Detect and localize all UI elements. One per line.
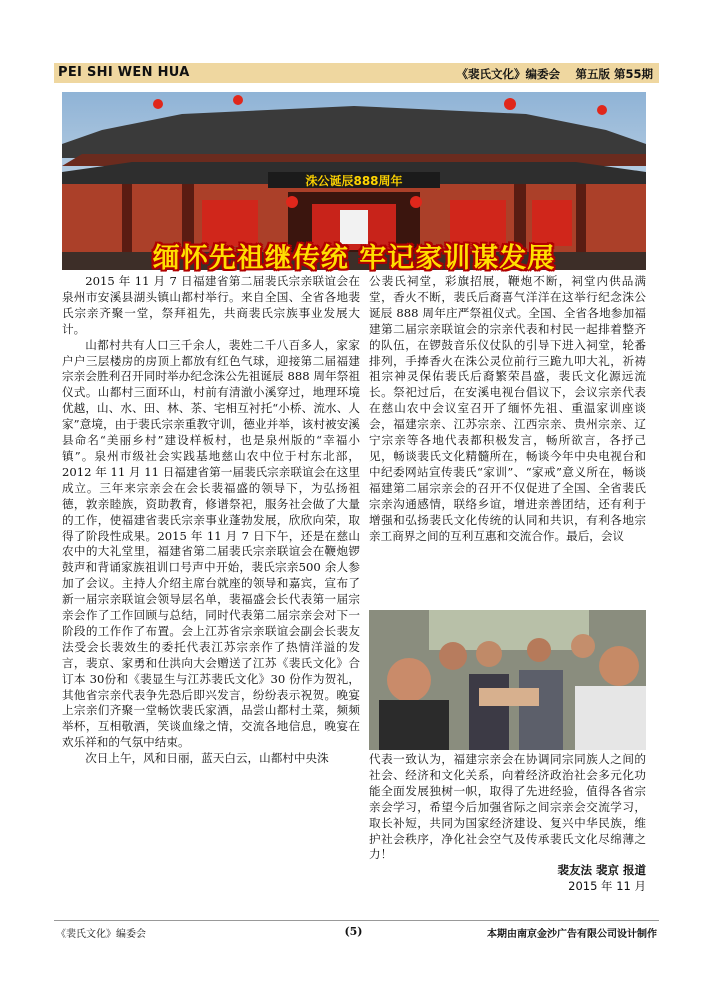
footer-right: 本期由南京金沙广告有限公司设计制作 xyxy=(487,929,657,940)
paragraph-2: 山都村共有人口三千余人，裴姓二千八百多人，家家户户三层楼房的房顶上都放有红色气球，迎接第二届福建宗亲会胜利召开同时举办纪念洙公先祖诞辰 888 周年祭祖仪式。山都村三面环山，村前有清澈小溪穿过，地理环境优越，山、水、田、林、茶、宅相互衬托“小桥、流水、人家”意境，由于裴氏宗亲重教守训，德业并举，该村被安溪县命名“美丽乡村”建设样板村，也是泉州版的“幸福小镇”。泉州市级社会实践基地慈山农中位于村东北部，2012 年 11 月 11 日福建省第一届裴氏宗亲联谊会在这里成立。三年来宗亲会在会长裴福盛的领导下，为弘扬祖德，敦亲睦族，资助教育，修谱祭祀，服务社会做了大量的工作，使福建省裴氏宗亲事业蓬勃发展，欣欣向荣，取得了阶段性成果。2015 年 11 月 7 日下午，还是在慈山农中的大礼堂里，福建省第二届裴氏宗亲联谊会在鞭炮锣鼓声和背诵家族祖训口号声中开始，裴氏宗亲500 余人参加了会议。主持人介绍主席台就座的领导和嘉宾，宣布了新一届宗亲联谊会领导层名单，裴福盛会长代表第一届宗亲会作了工作回顾与总结，同时代表第二届宗亲会对下一阶段的工作作了布置。会上江苏省宗亲联谊会副会长裴友法受会长裴效生的委托代表江苏宗亲作了热情洋溢的发言，裴京、家勇和仕洪向大会赠送了江苏《裴氏文化》合订本 30份和《裴显生与江苏裴氏文化》30 份作为贺礼，其他省宗亲代表争先恐后即兴发言，纷纷表示祝贺。晚宴上宗亲们齐聚一堂畅饮裴氏家酒，品尝山都村土菜，频频举杯，互相敬酒，笑谈血缘之情，交流各地信息，晚宴在欢乐祥和的气氛中结束。 xyxy=(62,337,360,750)
article-column-1 xyxy=(62,274,360,767)
report-date: 2015 年 11 月 xyxy=(568,879,646,894)
toast-photo xyxy=(369,610,646,750)
article-column-2 xyxy=(369,274,646,544)
toast-illustration xyxy=(369,610,646,750)
page-number: (5) xyxy=(344,925,363,938)
footer-divider xyxy=(54,920,659,921)
article-headline: 缅怀先祖继传统 牢记家训谋发展 xyxy=(152,243,556,274)
header-pinyin: PEI SHI WEN HUA xyxy=(58,65,190,80)
footer-left: 《裴氏文化》编委会 xyxy=(56,929,146,940)
reporter-byline: 裴友法 裴京 报道 xyxy=(557,863,646,878)
paragraph-3: 次日上午，风和日丽，蓝天白云，山都村中央洙 xyxy=(85,751,329,766)
paragraph-continued: 公裴氏祠堂，彩旗招展，鞭炮不断，祠堂内供品满堂，香火不断，裴氏后裔喜气洋洋在这举行纪念洙公诞辰 888 周年庄严祭祖仪式。全国、全省各地参加福建第二届宗亲联谊会的宗亲代表和村民一起排着整齐的队伍，在锣鼓音乐仪仗队的引导下进入祠堂，轮番排列，手捧香火在洙公灵位前行三跪九叩大礼，祈祷祖宗神灵保佑裴氏后裔繁荣昌盛，裴氏文化源远流长。祭祀过后，在安溪电视台倡议下，会议宗亲代表在慈山农中会议室召开了缅怀先祖、重温家训座谈会，福建宗亲、江苏宗亲、江西宗亲、贵州宗亲、辽宁宗亲等各地代表都积极发言，畅所欲言，各抒己见，畅谈裴氏文化精髓所在，畅谈今年中央电视台和中纪委网站宣传裴氏“家训”、“家戒”意义所在，畅谈福建第二届宗亲会的召开不仅促进了全国、全省裴氏宗亲沟通感情，联络乡谊，增进亲善团结，还有利于增强和弘扬裴氏文化传统的认同和共识，有利各地宗亲工商界之间的互利互惠和交流合作。最后，会议 xyxy=(369,274,646,543)
banner-sign-text: 洙公诞辰888周年 xyxy=(305,174,403,188)
paragraph-1: 2015 年 11 月 7 日福建省第二届裴氏宗亲联谊会在泉州市安溪县湖头镇山都村举行。来自全国、全省各地裴氏宗亲齐聚一堂，祭拜祖先，共商裴氏宗族事业发展大计。 xyxy=(62,274,360,336)
article-column-3 xyxy=(369,752,646,895)
paragraph-conclusion: 代表一致认为，福建宗亲会在协调同宗同族人之间的社会、经济和文化关系，向着经济政治社会多元化功能全面发展独树一帜，取得了先进经验，值得各省宗亲会学习，希望今后加强省际之间宗亲会交流学习，取长补短，共同为国家经济建设、复兴中华民族，维护社会秩序，净化社会空气及传承裴氏文化尽绵薄之力！ xyxy=(369,752,646,862)
header-issue-info: 《裴氏文化》编委会 第五版 第55期 xyxy=(456,67,653,81)
page-header xyxy=(54,63,659,83)
